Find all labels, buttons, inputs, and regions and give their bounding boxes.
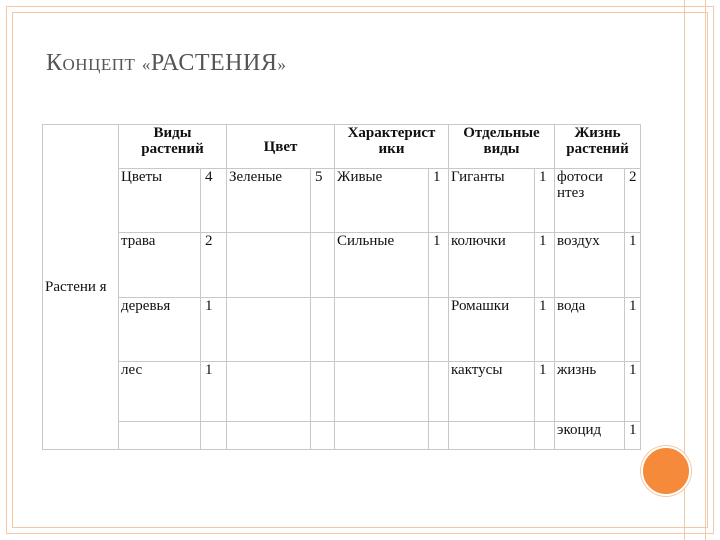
cell: трава (119, 233, 201, 297)
cell (227, 361, 311, 421)
cell (201, 421, 227, 449)
cell: 1 (625, 421, 641, 449)
table-row (43, 169, 641, 233)
header-types: Виды растений (119, 125, 227, 169)
cell: вода (555, 297, 625, 361)
concept-table (42, 124, 641, 450)
cell (227, 297, 311, 361)
cell: 1 (429, 169, 449, 233)
cell (227, 421, 311, 449)
decorative-orange-circle (641, 446, 691, 496)
cell: 5 (311, 169, 335, 233)
cell: Ромашки (449, 297, 535, 361)
cell: Цветы (119, 169, 201, 233)
cell (119, 421, 201, 449)
header-life: Жизнь растений (555, 125, 641, 169)
cell (429, 297, 449, 361)
cell (335, 361, 429, 421)
cell: 1 (625, 233, 641, 297)
cell: Живые (335, 169, 429, 233)
header-species: Отдельные виды (449, 125, 555, 169)
cell: 1 (625, 361, 641, 421)
cell (429, 361, 449, 421)
table-row (43, 361, 641, 421)
cell: деревья (119, 297, 201, 361)
cell: воздух (555, 233, 625, 297)
cell: фотоси нтез (555, 169, 625, 233)
cell (335, 421, 429, 449)
cell: Гиганты (449, 169, 535, 233)
cell: 4 (201, 169, 227, 233)
header-color: Цвет (227, 125, 335, 169)
table-header-row (43, 125, 641, 169)
cell: 1 (535, 169, 555, 233)
cell: 1 (201, 361, 227, 421)
cell: 1 (625, 297, 641, 361)
table-row (43, 421, 641, 449)
cell: 1 (429, 233, 449, 297)
cell: жизнь (555, 361, 625, 421)
row-label-plants: Растени я (43, 125, 119, 450)
table-row (43, 233, 641, 297)
cell: 1 (535, 297, 555, 361)
cell: Зеленые (227, 169, 311, 233)
cell (311, 233, 335, 297)
cell: 2 (201, 233, 227, 297)
cell (429, 421, 449, 449)
header-characteristics: Характерист ики (335, 125, 449, 169)
cell: 1 (535, 233, 555, 297)
cell (535, 421, 555, 449)
cell: 2 (625, 169, 641, 233)
cell: лес (119, 361, 201, 421)
slide-title: КОНЦЕПТ «РАСТЕНИЯ» (46, 50, 287, 76)
table-row (43, 297, 641, 361)
cell: экоцид (555, 421, 625, 449)
cell: Сильные (335, 233, 429, 297)
cell: 1 (201, 297, 227, 361)
cell (311, 361, 335, 421)
cell: кактусы (449, 361, 535, 421)
cell: колючки (449, 233, 535, 297)
cell (449, 421, 535, 449)
cell (227, 233, 311, 297)
cell (311, 297, 335, 361)
cell: 1 (535, 361, 555, 421)
cell (311, 421, 335, 449)
cell (335, 297, 429, 361)
